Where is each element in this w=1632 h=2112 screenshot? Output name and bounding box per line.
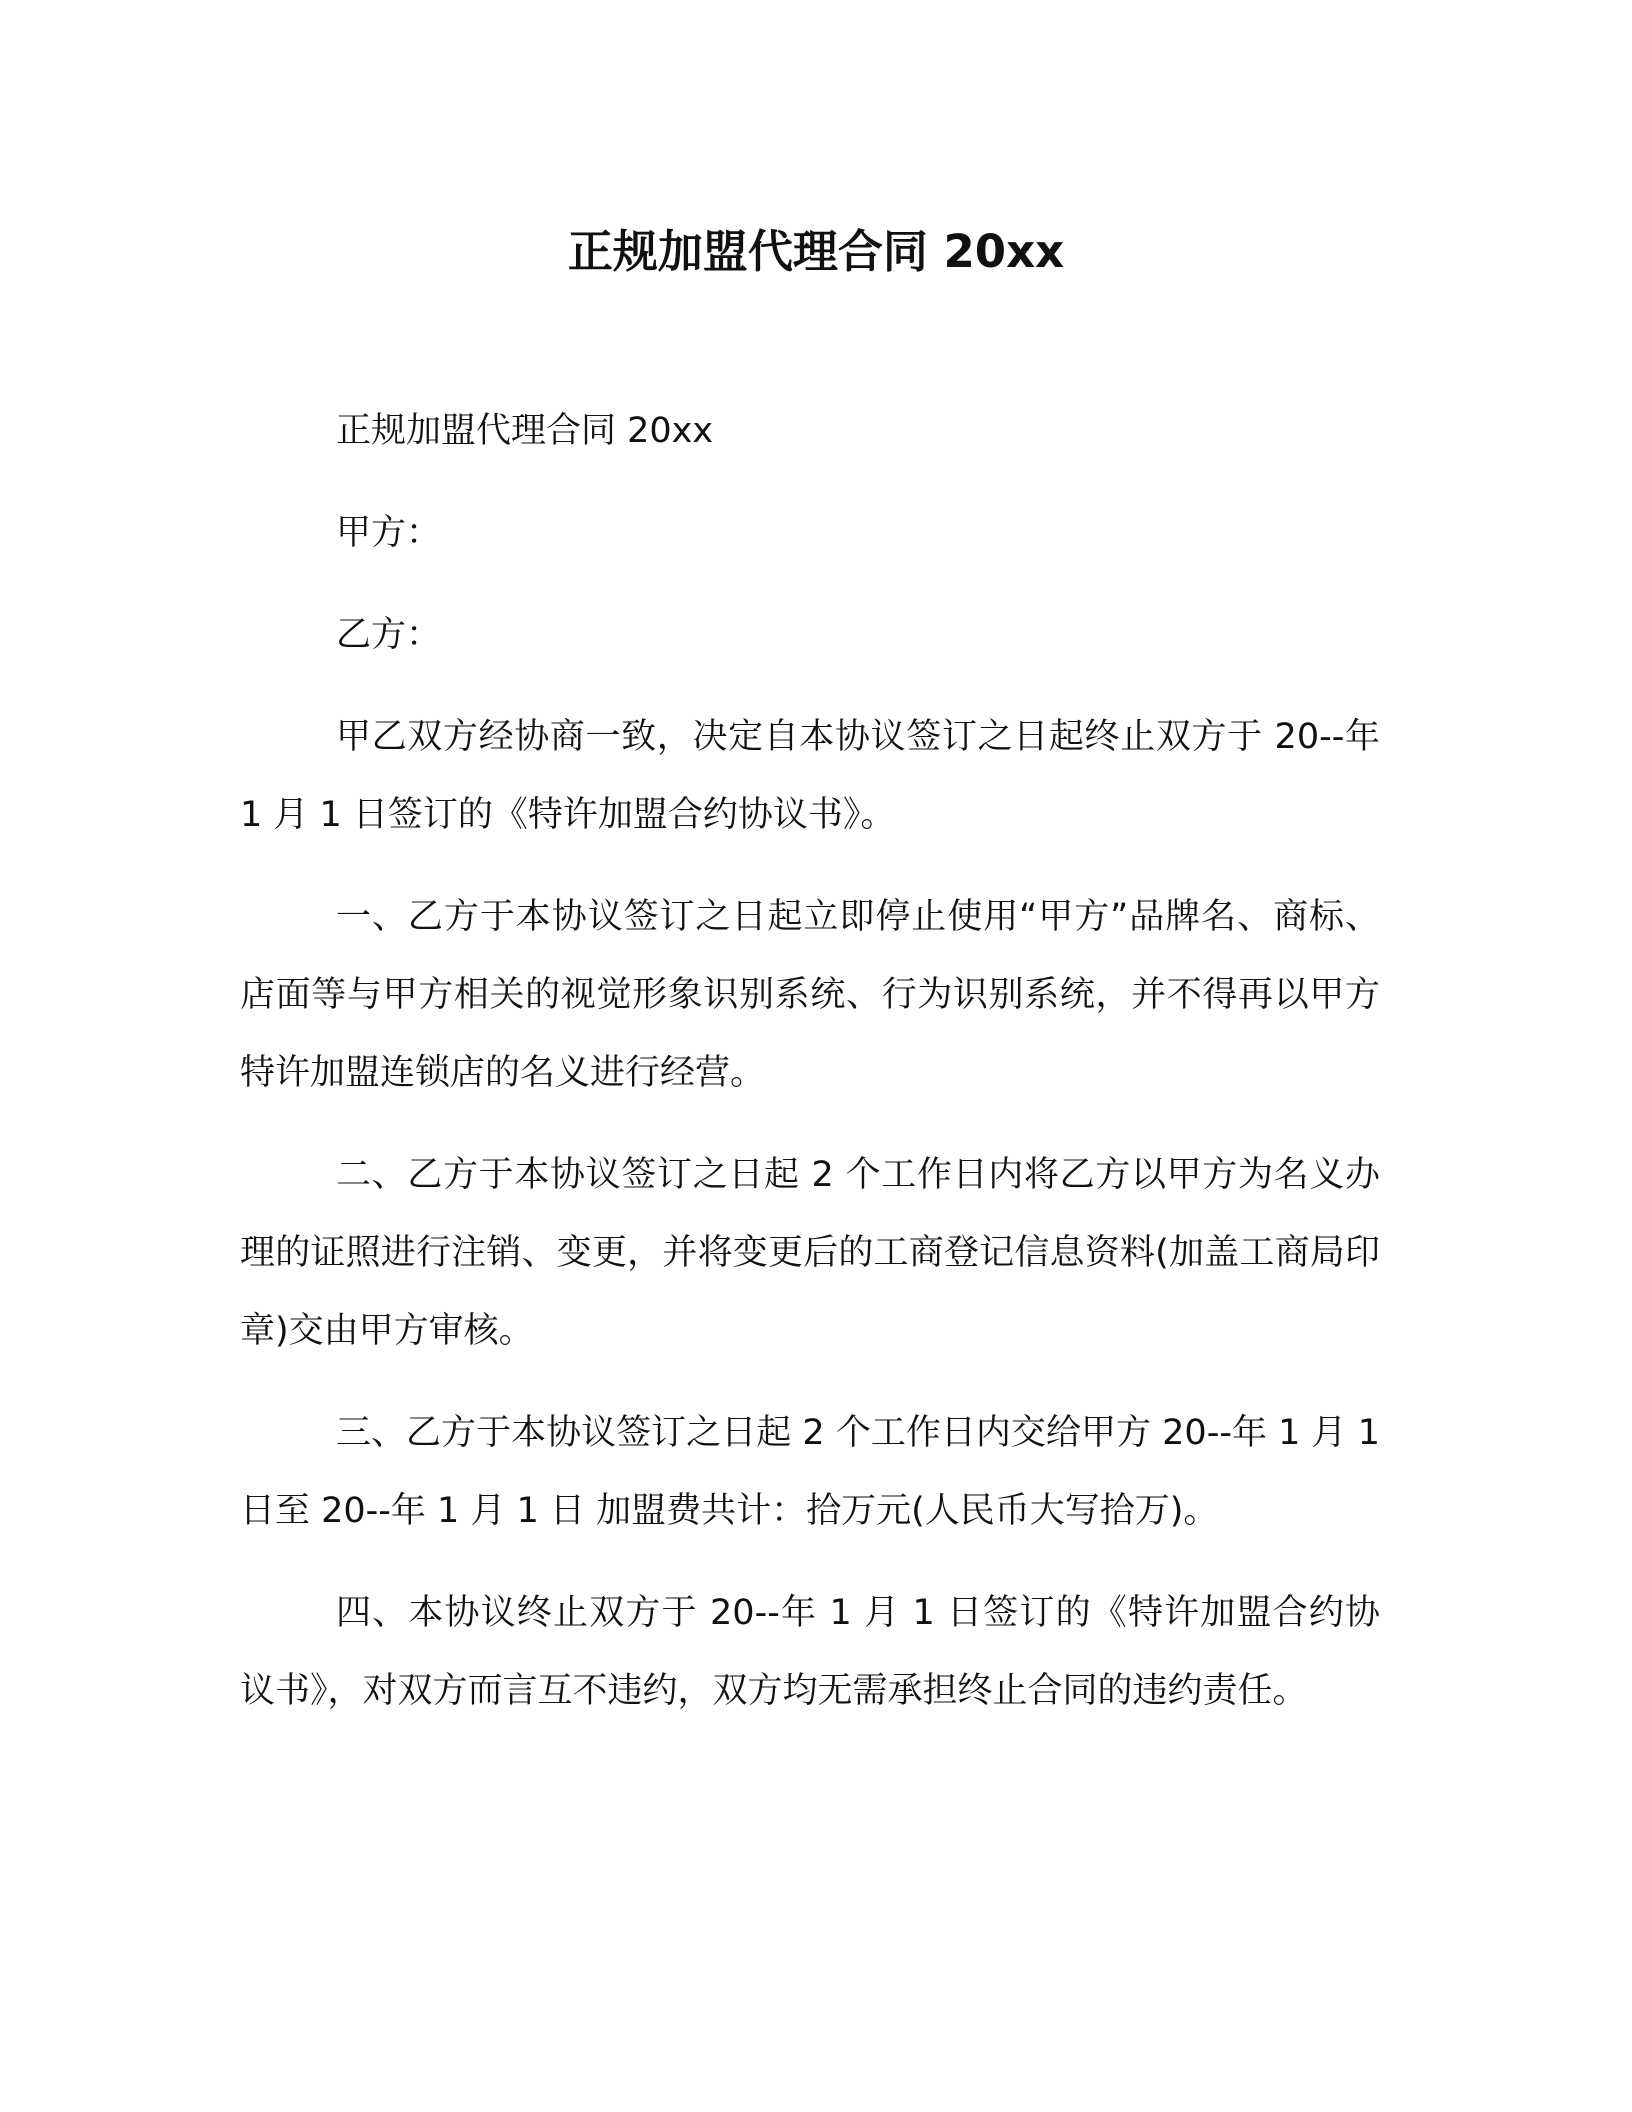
party-b-line: 乙方： <box>336 615 442 655</box>
clause-1: 一、乙方于本协议签订之日起立即停止使用“甲方”品牌名、商标、店面等与甲方相关的视觉形象识别系统、行为识别系统，并不得再以甲方特许加盟连锁店的名义进行经营。 <box>240 897 1380 1093</box>
party-a-line: 甲方： <box>336 513 442 553</box>
intro-paragraph: 甲乙双方经协商一致，决定自本协议签订之日起终止双方于 20--年 1 月 1 日签订的《特许加盟合约协议书》。 <box>240 717 1380 835</box>
contract-heading-line: 正规加盟代理合同 20xx <box>336 411 714 451</box>
document-body <box>240 392 1380 1754</box>
clause-3: 三、乙方于本协议签订之日起 2 个工作日内交给甲方 20--年 1 月 1 日至 20--年 1 月 1 日 加盟费共计：拾万元(人民币大写拾万)。 <box>240 1413 1380 1531</box>
clause-2: 二、乙方于本协议签订之日起 2 个工作日内将乙方以甲方为名义办理的证照进行注销、变更，并将变更后的工商登记信息资料(加盖工商局印章)交由甲方审核。 <box>240 1155 1380 1351</box>
document-title: 正规加盟代理合同 20xx <box>567 225 1065 278</box>
clause-4: 四、本协议终止双方于 20--年 1 月 1 日签订的《特许加盟合约协议书》，对双方而言互不违约，双方均无需承担终止合同的违约责任。 <box>240 1593 1380 1711</box>
